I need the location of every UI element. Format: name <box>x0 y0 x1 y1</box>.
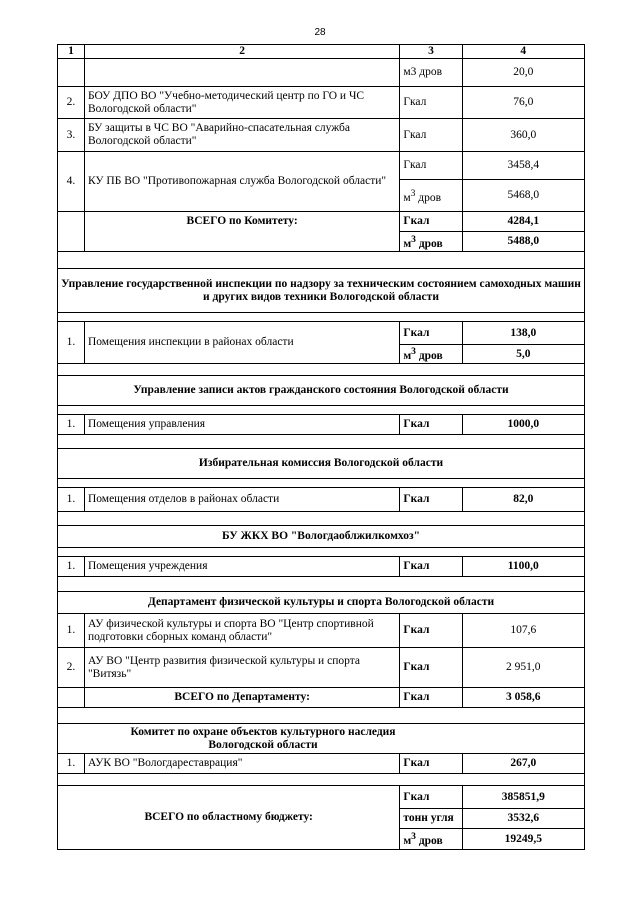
value-cell: 385851,9 <box>462 786 584 809</box>
row-number: 4. <box>58 152 85 212</box>
row-number: 1. <box>58 322 85 364</box>
section-title <box>58 724 585 754</box>
institution-name: Помещения отделов в районах области <box>84 488 399 512</box>
section-title: Управление государственной инспекции по надзору за техническим состоянием самоходных машин и других видов техники Вологодской области <box>58 269 585 313</box>
col-header-4: 4 <box>462 45 584 59</box>
total-row <box>58 212 585 232</box>
section-title: БУ ЖКХ ВО "Вологдаоблжилкомхоз" <box>58 526 585 548</box>
unit-cell: $м^3$ дров <box>400 829 462 850</box>
value-cell: 3458,4 <box>462 152 584 180</box>
section-title-row <box>58 526 585 548</box>
spacer-row <box>58 364 585 376</box>
unit-cell: Гкал <box>400 754 462 774</box>
institution-name: Помещения инспекции в районах области <box>84 322 399 364</box>
table-row <box>58 648 585 688</box>
value-cell: 76,0 <box>462 87 584 119</box>
unit-cell: Гкал <box>400 557 462 577</box>
table-row <box>58 488 585 512</box>
heat-consumption-table <box>57 44 585 850</box>
spacer-row <box>58 313 585 322</box>
unit-cell: Гкал <box>400 688 462 708</box>
spacer-row <box>58 252 585 269</box>
row-number: 1. <box>58 557 85 577</box>
row-number: 1. <box>58 488 85 512</box>
unit-cell: Гкал <box>400 212 462 232</box>
unit-cell: Гкал <box>400 488 462 512</box>
row-number: 3. <box>58 119 85 152</box>
section-title-row <box>58 376 585 406</box>
value-cell: 1100,0 <box>462 557 584 577</box>
spacer-row <box>58 512 585 526</box>
unit-cell: Гкал <box>400 415 462 435</box>
value-cell: 3 058,6 <box>462 688 584 708</box>
value-cell: 107,6 <box>462 614 584 648</box>
grand-total-label: ВСЕГО по областному бюджету: <box>58 786 400 850</box>
value-cell: 360,0 <box>462 119 584 152</box>
spacer-row <box>58 435 585 449</box>
spacer-row <box>58 406 585 415</box>
institution-name: Помещения учреждения <box>84 557 399 577</box>
value-cell: 19249,5 <box>462 829 584 850</box>
table-row <box>58 59 585 87</box>
total-row <box>58 688 585 708</box>
grand-total-row <box>58 786 585 809</box>
unit-cell: Гкал <box>400 87 462 119</box>
row-number: 1. <box>58 614 85 648</box>
unit-cell: тонн угля <box>400 809 462 829</box>
institution-name: КУ ПБ ВО "Противопожарная служба Вологодской области" <box>84 152 399 212</box>
value-cell: 267,0 <box>462 754 584 774</box>
col-header-1: 1 <box>58 45 85 59</box>
value-cell: 3532,6 <box>462 809 584 829</box>
table-row <box>58 754 585 774</box>
unit-cell: $м^3$ дров <box>400 345 462 364</box>
unit-cell: Гкал <box>400 786 462 809</box>
value-cell: 1000,0 <box>462 415 584 435</box>
value-cell: 5,0 <box>462 345 584 364</box>
spacer-row <box>58 548 585 557</box>
unit-cell: Гкал <box>400 648 462 688</box>
unit-cell: Гкал <box>400 152 462 180</box>
table-row <box>58 614 585 648</box>
unit-cell: $м^3$ дров <box>400 232 462 252</box>
table-row <box>58 152 585 180</box>
spacer-row <box>58 774 585 786</box>
row-number: 1. <box>58 754 85 774</box>
value-cell: 20,0 <box>462 59 584 87</box>
row-number: 1. <box>58 415 85 435</box>
unit-cell: Гкал <box>400 119 462 152</box>
row-number: 2. <box>58 648 85 688</box>
value-cell: 5488,0 <box>462 232 584 252</box>
spacer-row <box>58 479 585 488</box>
section-title-row <box>58 269 585 313</box>
table-row <box>58 322 585 345</box>
value-cell: 138,0 <box>462 322 584 345</box>
table-row <box>58 415 585 435</box>
institution-name: БУ защиты в ЧС ВО "Аварийно-спасательная служба Вологодской области" <box>84 119 399 152</box>
value-cell: 82,0 <box>462 488 584 512</box>
institution-name: БОУ ДПО ВО "Учебно-методический центр по ГО и ЧС Вологодской области" <box>84 87 399 119</box>
section-title: Избирательная комиссия Вологодской области <box>58 449 585 479</box>
institution-name: АУК ВО "Вологдареставрация" <box>84 754 399 774</box>
section-title-row <box>58 724 585 754</box>
unit-cell: Гкал <box>400 322 462 345</box>
table-row <box>58 119 585 152</box>
value-cell: 5468,0 <box>462 180 584 212</box>
institution-name: АУ ВО "Центр развития физической культуры и спорта "Витязь" <box>84 648 399 688</box>
column-header-row <box>58 45 585 59</box>
section-title: Департамент физической культуры и спорта Вологодской области <box>58 592 585 614</box>
row-number: 2. <box>58 87 85 119</box>
spacer-row <box>58 708 585 724</box>
table-row <box>58 87 585 119</box>
unit-cell: $м^3$ дров <box>400 180 462 212</box>
total-label: ВСЕГО по Комитету: <box>84 212 399 252</box>
table-row <box>58 557 585 577</box>
col-header-3: 3 <box>400 45 462 59</box>
section-title-line-1: Комитет по охране объектов культурного наследия <box>130 725 396 738</box>
page-number: 28 <box>314 27 326 38</box>
value-cell: 2 951,0 <box>462 648 584 688</box>
total-label: ВСЕГО по Департаменту: <box>84 688 399 708</box>
section-title-row <box>58 592 585 614</box>
section-title-row <box>58 449 585 479</box>
institution-name: Помещения управления <box>84 415 399 435</box>
section-title: Управление записи актов гражданского состояния Вологодской области <box>58 376 585 406</box>
spacer-row <box>58 577 585 592</box>
col-header-2: 2 <box>84 45 399 59</box>
unit-cell: Гкал <box>400 614 462 648</box>
unit-cell: м3 дров <box>400 59 462 87</box>
section-title-line-2: Вологодской области <box>208 738 318 751</box>
institution-name: АУ физической культуры и спорта ВО "Центр спортивной подготовки сборных команд области" <box>84 614 399 648</box>
value-cell: 4284,1 <box>462 212 584 232</box>
